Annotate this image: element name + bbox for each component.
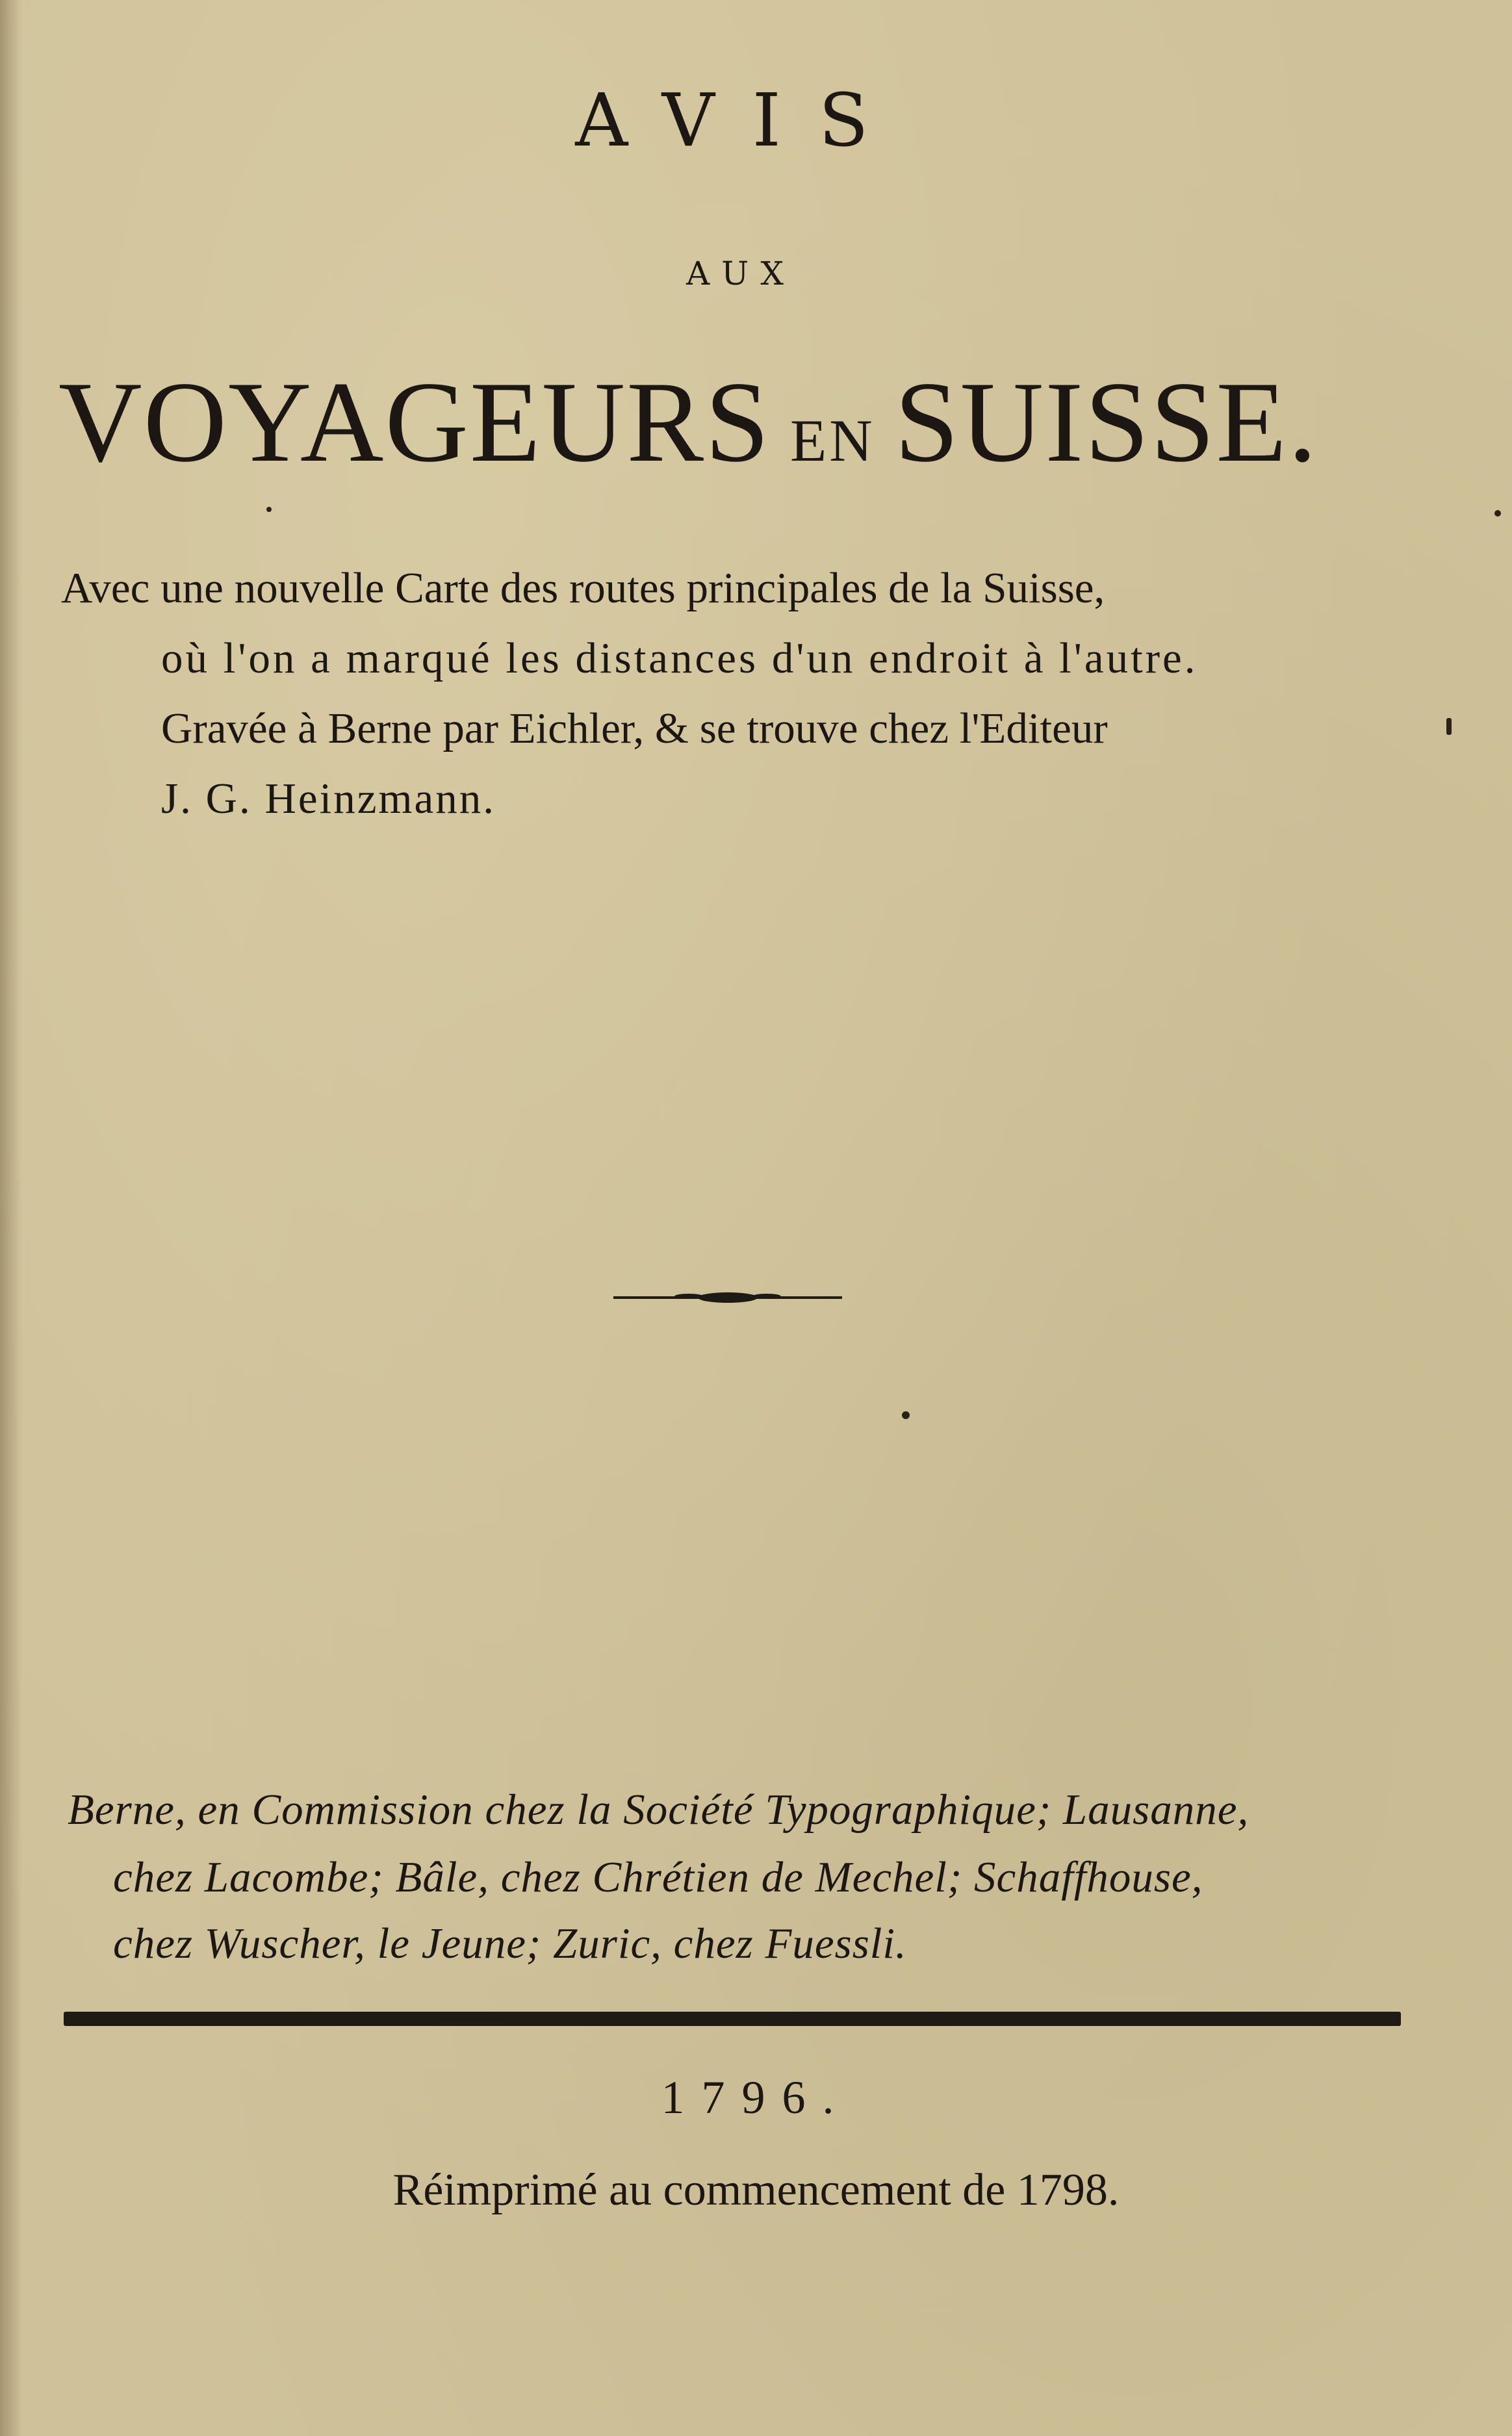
horizontal-rule (64, 2012, 1401, 2026)
main-title (58, 357, 1423, 486)
paper-speck (266, 507, 272, 512)
description-line-2: où l'on a marqué les distances d'un endroit à l'autre. (161, 634, 1198, 682)
paper-speck (1446, 718, 1452, 735)
description-line-4: J. G. Heinzmann. (161, 775, 496, 823)
title-aux: AUX (686, 255, 795, 292)
paper-speck (1494, 510, 1501, 517)
paper-speck (902, 1411, 910, 1419)
imprint-line-2: chez Lacombe; Bâle, chez Chrétien de Mechel; Schaffhouse, (113, 1853, 1203, 1901)
imprint-line-1: Berne, en Commission chez la Société Typographique; Lausanne, (68, 1786, 1249, 1834)
reprint-note: Réimprimé au commencement de 1798. (392, 2165, 1120, 2215)
description-line-1: Avec une nouvelle Carte des routes principales de la Suisse, (61, 564, 1105, 612)
title-avis: AVIS (575, 79, 906, 163)
publication-year: 1796. (661, 2071, 851, 2123)
page-edge-shadow (0, 0, 22, 2436)
main-title-part2: SUISSE. (894, 357, 1318, 486)
description-line-3: Gravée à Berne par Eichler, & se trouve chez l'Editeur (161, 704, 1108, 752)
main-title-part1: VOYAGEURS (58, 357, 771, 486)
imprint-line-3: chez Wuscher, le Jeune; Zuric, chez Fuessli. (113, 1919, 907, 1968)
main-title-small: EN (790, 407, 875, 474)
ornament-divider (611, 1288, 845, 1307)
